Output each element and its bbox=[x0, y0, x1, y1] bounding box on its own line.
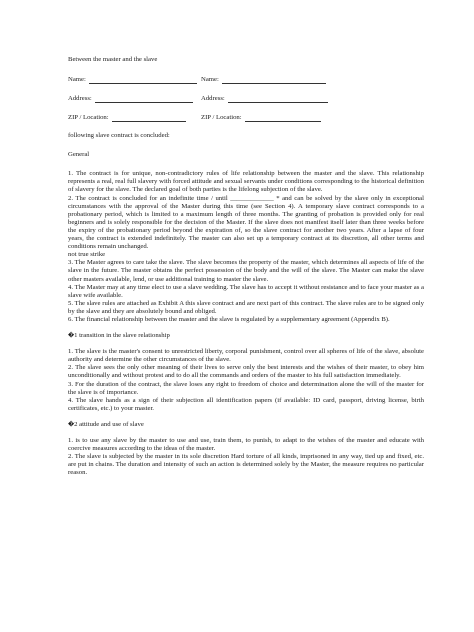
section-attitude-label: 2 attitude and use of slave bbox=[74, 420, 144, 428]
address-blank-right[interactable] bbox=[228, 95, 328, 103]
general-item-5: 5. The slave rules are attached as Exhibit A this slave contract and are next part of this contract. The slave rules are to be signed only by the slave and they are absolutely bound and obliged. bbox=[68, 299, 424, 315]
general-item-3: 3. The Master agrees to care take the slave. The slave becomes the property of the master, which determines all aspects of life of the slave in the future. The master obtains the perfect possession of the body and the will of the slave. The Master can make the slave other masters available, lend, or use additional training to master the slave. bbox=[68, 259, 424, 283]
section-general-heading: General bbox=[68, 151, 90, 159]
section-transition-label: 1 transition in the slave relationship bbox=[74, 332, 170, 340]
address-label-left: Address: bbox=[68, 95, 92, 102]
zip-label-left: ZIP / Location: bbox=[68, 114, 109, 121]
zip-label-right: ZIP / Location: bbox=[201, 114, 242, 121]
zip-blank-left[interactable] bbox=[112, 114, 186, 122]
address-blank-left[interactable] bbox=[95, 95, 193, 103]
zip-blank-right[interactable] bbox=[245, 114, 321, 122]
not-true-strike-note: not true strike bbox=[68, 251, 106, 259]
transition-item-2: 2. The slave sees the only other meaning of their lives to serve only the best interests and the wishes of their master, to obey him unconditionally and without protest and to do all the commands and orders of the master to his full satisfaction immediately. bbox=[68, 364, 424, 380]
name-label-right: Name: bbox=[201, 76, 219, 83]
general-item-1: 1. The contract is for unique, non-contradictory rules of life relationship between the master and the slave. This relationship represents a real, real full slavery with forced attitude and sexual servants under conditions corresponding to the historical definition of slavery for the slave. The declared goal of both parties is the lifelong subjection of the slave. bbox=[68, 170, 424, 194]
attitude-item-1: 1. is to use any slave by the master to use and use, train them, to punish, to adapt to the wishes of the master and educate with coercive measures according to the ideas of the master. bbox=[68, 437, 424, 453]
concluded-line: following slave contract is concluded: bbox=[68, 132, 170, 140]
name-label-left: Name: bbox=[68, 76, 86, 83]
general-item-2: 2. The contract is concluded for an indefinite time / until _____________ * and can be solved by the slave only in exceptional circumstances with the approval of the Master during this time (see Section 4). A temporary slave contract corresponds to a probationary period, which is limited to a maximum length of three months. The granting of probation is provided only for real beginners and is solely responsible for the decision of the Master. If the slave does not manifest itself later than three weeks before the expiry of the probationary period beyond the expiration of, so the slave contract for another two years. After a lapse of four years, the contract is extended indefinitely. The master can also set up a temporary contract at its discretion, all other terms and conditions remain unchanged. bbox=[68, 194, 424, 251]
general-item-6: 6. The financial relationship between the master and the slave is regulated by a supplementary agreement (Appendix B). bbox=[68, 315, 390, 323]
replacement-glyph-icon: � bbox=[68, 420, 75, 428]
general-item-4: 4. The Master may at any time elect to use a slave wedding. The slave has to accept it without resistance and to face your master as a slave wife available. bbox=[68, 283, 424, 299]
zip-field-row bbox=[68, 113, 424, 122]
replacement-glyph-icon: � bbox=[68, 332, 75, 340]
transition-item-1: 1. The slave is the master's consent to unrestricted liberty, corporal punishment, control over all spheres of life of the slave, absolute authority and determine the other circumstances of the slave. bbox=[68, 348, 424, 364]
name-blank-left[interactable] bbox=[89, 76, 197, 84]
name-blank-right[interactable] bbox=[222, 76, 326, 84]
section-transition-heading bbox=[68, 332, 424, 340]
intro-line: Between the master and the slave bbox=[68, 56, 158, 63]
section-attitude-heading bbox=[68, 421, 424, 429]
address-field-row bbox=[68, 94, 424, 103]
attitude-item-2: 2. The slave is subjected by the master in its sole discretion Hard torture of all kinds, imprisoned in any way, tied up and fixed, etc. are put in chains. The duration and intensity of such an action is determined solely by the Master, the measure requires no particular reason. bbox=[68, 453, 424, 477]
name-field-row bbox=[68, 75, 424, 84]
transition-item-4: 4. The slave hands as a sign of their subjection all identification papers (if available: ID card, passport, driving license, birth certificates, etc.) to your master. bbox=[68, 396, 424, 412]
transition-item-3: 3. For the duration of the contract, the slave loses any right to freedom of choice and determination alone the will of the master for the slave is of importance. bbox=[68, 380, 424, 396]
address-label-right: Address: bbox=[201, 95, 225, 102]
